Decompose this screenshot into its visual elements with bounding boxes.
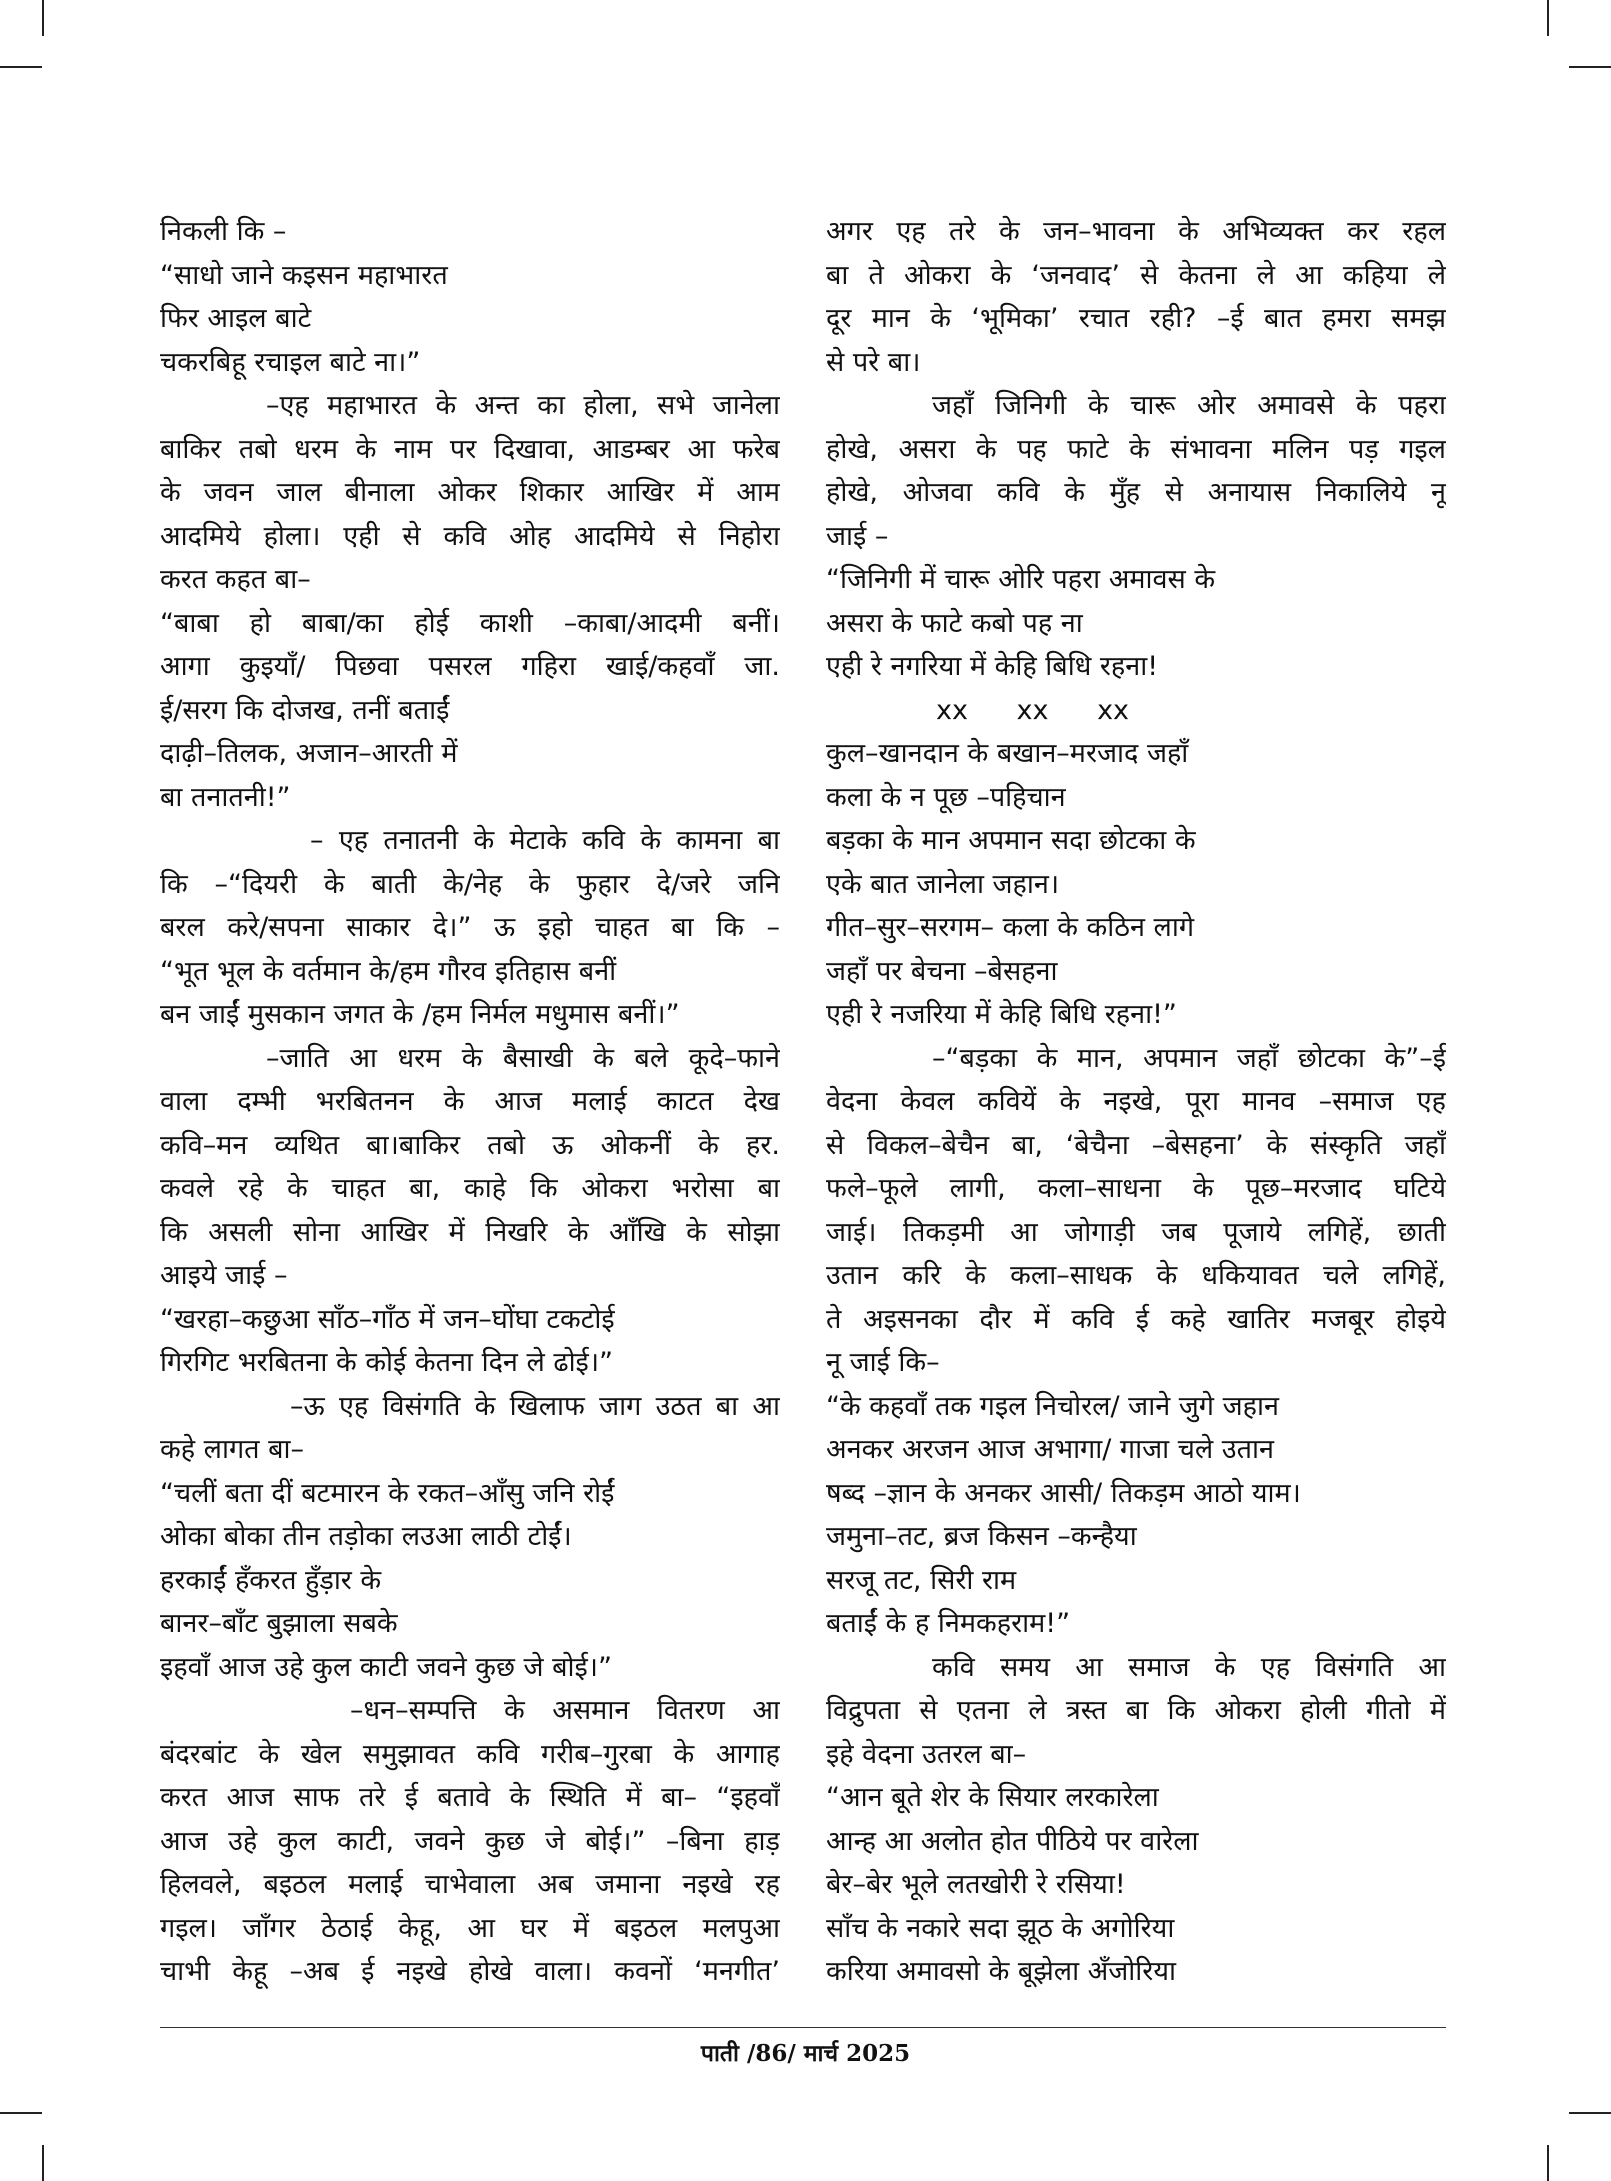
text-line: के जवन जाल बीनाला ओकर शिकार आखिर में आम bbox=[160, 477, 780, 508]
text-line: बानर–बाँट बुझाला सबके bbox=[160, 1608, 398, 1639]
text-line: कुल–खानदान के बखान–मरजाद जहाँ bbox=[826, 738, 1189, 769]
text-line: सरजू तट, सिरी राम bbox=[826, 1564, 1017, 1596]
text-line: “जिनिगी में चारू ओरि पहरा अमावस के bbox=[826, 564, 1216, 595]
text-line: कवि–मन व्यथित बा।बाकिर तबो ऊ ओकनीं के हर. bbox=[160, 1129, 780, 1161]
text-line: आइये जाई – bbox=[160, 1260, 288, 1291]
text-line: बा ते ओकरा के ‘जनवाद’ से केतना ले आ कहिया ले bbox=[826, 259, 1446, 291]
text-line: बेर–बेर भूले लतखोरी रे रसिया! bbox=[826, 1869, 1126, 1900]
text-line: जाई। तिकड़मी आ जोगाड़ी जब पूजाये लगिहें, छाती bbox=[826, 1216, 1446, 1248]
text-line: – एह तनातनी के मेटाके कवि के कामना बा bbox=[310, 825, 780, 856]
text-line: कि –“दियरी के बाती के/नेह के फुहार दे/जरे जनि bbox=[160, 868, 780, 900]
text-line: अनकर अरजन आज अभागा/ गाजा चले उतान bbox=[826, 1434, 1274, 1465]
text-line: एही रे नगरिया में केहि बिधि रहना! bbox=[826, 651, 1159, 682]
text-line: आन्ह आ अलोत होत पीठिये पर वारेला bbox=[826, 1825, 1199, 1857]
page-footer: पाती /86/ मार्च 2025 bbox=[700, 2040, 911, 2067]
text-line: –जाति आ धरम के बैसाखी के बले कूदे–फाने bbox=[266, 1042, 780, 1074]
text-line: जहाँ जिनिगी के चारू ओर अमावसे के पहरा bbox=[932, 390, 1446, 421]
text-line: इहे वेदना उतरल बा– bbox=[826, 1738, 1027, 1770]
text-line: हिलवले, बइठल मलाई चाभेवाला अब जमाना नइखे रह bbox=[160, 1869, 780, 1900]
text-line: बंदरबांट के खेल समुझावत कवि गरीब–गुरबा के आगाह bbox=[160, 1738, 780, 1770]
text-line: दाढ़ी–तिलक, अजान–आरती में bbox=[160, 738, 458, 769]
text-line: आज उहे कुल काटी, जवने कुछ जे बोई।” –बिना हाड़ bbox=[160, 1825, 780, 1857]
text-line: बड़का के मान अपमान सदा छोटका के bbox=[826, 825, 1196, 856]
text-line: xx xx xx bbox=[936, 694, 1130, 726]
text-line: षब्द –ज्ञान के अनकर आसी/ तिकड़म आठो याम। bbox=[826, 1477, 1301, 1509]
text-line: कि असली सोना आखिर में निखरि के आँखि के सोझा bbox=[160, 1216, 780, 1248]
crop-mark-top-right-horizontal bbox=[1569, 66, 1611, 68]
text-line: “साधो जाने कइसन महाभारत bbox=[160, 259, 448, 291]
text-line: जाई – bbox=[826, 520, 889, 552]
text-line: –“बड़का के मान, अपमान जहाँ छोटका के”–ई bbox=[932, 1042, 1446, 1074]
text-line: कहे लागत बा– bbox=[160, 1434, 305, 1465]
text-line: “के कहवाँ तक गइल निचोरल/ जाने जुगे जहान bbox=[826, 1390, 1279, 1422]
text-line: हरकाईं हँकरत हुँड़ार के bbox=[160, 1564, 382, 1596]
text-line: जहाँ पर बेचना –बेसहना bbox=[826, 955, 1058, 987]
text-line: करत कहत बा– bbox=[160, 564, 311, 595]
text-line: “भूत भूल के वर्तमान के/हम गौरव इतिहास बनीं bbox=[160, 955, 617, 987]
crop-mark-top-left-vertical bbox=[42, 0, 44, 36]
footer-rule bbox=[160, 2027, 1446, 2028]
text-line: एही रे नजरिया में केहि बिधि रहना!” bbox=[826, 999, 1177, 1030]
text-line: इहवाँ आज उहे कुल काटी जवने कुछ जे बोई।” bbox=[160, 1651, 613, 1683]
text-line: करिया अमावसो के बूझेला अँजोरिया bbox=[826, 1956, 1176, 1987]
text-line: उतान करि के कला–साधक के धकियावत चले लगिहें, bbox=[826, 1260, 1446, 1291]
text-line: होखे, असरा के पह फाटे के संभावना मलिन पड़ गइल bbox=[826, 433, 1446, 465]
text-line: –धन–सम्पत्ति के असमान वितरण आ bbox=[350, 1695, 780, 1726]
text-line: से विकल–बेचैन बा, ‘बेचैना –बेसहना’ के संस्कृति जहाँ bbox=[826, 1129, 1446, 1161]
text-line: बन जाईं मुसकान जगत के /हम निर्मल मधुमास बनीं।” bbox=[160, 999, 680, 1030]
text-line: “खरहा–कछुआ साँठ–गाँठ में जन–घोंघा टकटोई bbox=[160, 1303, 615, 1335]
text-line: करत आज साफ तरे ई बतावे के स्थिति में बा– “इहवाँ bbox=[160, 1782, 780, 1813]
text-line: असरा के फाटे कबो पह ना bbox=[826, 607, 1083, 639]
text-line: गइल। जाँगर ठेठाई केहू, आ घर में बइठल मलपुआ bbox=[160, 1912, 780, 1944]
text-line: आगा कुइयाँ/ पिछवा पसरल गहिरा खाई/कहवाँ जा. bbox=[160, 651, 780, 682]
text-line: “चलीं बता दीं बटमारन के रकत–आँसु जनि रोईं bbox=[160, 1477, 615, 1509]
crop-mark-bottom-left-horizontal bbox=[0, 2112, 42, 2114]
text-line: जमुना–तट, ब्रज किसन –कन्हैया bbox=[826, 1521, 1137, 1552]
crop-mark-top-right-vertical bbox=[1547, 0, 1549, 36]
text-line: कवि समय आ समाज के एह विसंगति आ bbox=[932, 1651, 1446, 1683]
text-line: गीत–सुर–सरगम– कला के कठिन लागे bbox=[826, 912, 1195, 943]
text-line: “बाबा हो बाबा/का होई काशी –काबा/आदमी बनीं। bbox=[160, 607, 780, 639]
text-line: कला के न पूछ –पहिचान bbox=[826, 781, 1066, 813]
crop-mark-top-left-horizontal bbox=[0, 66, 42, 68]
text-line: फिर आइल बाटे bbox=[160, 303, 312, 334]
text-line: –ऊ एह विसंगति के खिलाफ जाग उठत बा आ bbox=[290, 1390, 780, 1422]
text-line: फले–फूले लागी, कला–साधना के पूछ–मरजाद घटिये bbox=[826, 1173, 1446, 1204]
text-line: वाला दम्भी भरबितनन के आज मलाई काटत देख bbox=[160, 1086, 780, 1117]
left-text-column bbox=[160, 210, 780, 1994]
text-line: विद्रुपता से एतना ले त्रस्त बा कि ओकरा होली गीतो में bbox=[826, 1695, 1446, 1726]
text-line: बरल करे/सपना साकार दे।” ऊ इहो चाहत बा कि – bbox=[160, 912, 780, 943]
text-line: दूर मान के ‘भूमिका’ रचात रही? –ई बात हमरा समझ bbox=[826, 303, 1446, 334]
text-line: ते अइसनका दौर में कवि ई कहे खातिर मजबूर होइये bbox=[826, 1303, 1446, 1335]
text-line: नू जाई कि– bbox=[826, 1347, 940, 1378]
text-line: वेदना केवल कवियें के नइखे, पूरा मानव –समाज एह bbox=[826, 1086, 1446, 1117]
text-line: आदमिये होला। एही से कवि ओह आदमिये से निहोरा bbox=[160, 520, 780, 552]
crop-mark-bottom-right-horizontal bbox=[1569, 2112, 1611, 2114]
text-line: बा तनातनी!” bbox=[160, 781, 291, 813]
text-line: –एह महाभारत के अन्त का होला, सभे जानेला bbox=[266, 390, 780, 421]
crop-mark-bottom-left-vertical bbox=[42, 2145, 44, 2181]
text-line: चाभी केहू –अब ई नइखे होखे वाला। कवनों ‘मनगीत’ bbox=[160, 1956, 780, 1987]
text-line: से परे बा। bbox=[826, 346, 921, 378]
text-line: होखे, ओजवा कवि के मुँह से अनायास निकालिये नू bbox=[826, 477, 1446, 508]
text-line: ई/सरग कि दोजख, तनीं बताईं bbox=[160, 694, 450, 726]
crop-mark-bottom-right-vertical bbox=[1547, 2145, 1549, 2181]
text-line: निकली कि – bbox=[160, 216, 287, 247]
text-line: कवले रहे के चाहत बा, काहे कि ओकरा भरोसा बा bbox=[160, 1173, 780, 1204]
text-line: बाकिर तबो धरम के नाम पर दिखावा, आडम्बर आ फरेब bbox=[160, 433, 780, 465]
text-line: बताईं के ह निमकहराम!” bbox=[826, 1608, 1071, 1639]
text-line: “आन बूते शेर के सियार लरकारेला bbox=[826, 1782, 1159, 1813]
text-line: अगर एह तरे के जन–भावना के अभिव्यक्त कर रहल bbox=[826, 216, 1446, 247]
text-line: एके बात जानेला जहान। bbox=[826, 868, 1060, 900]
text-line: गिरगिट भरबितना के कोई केतना दिन ले ढोई।” bbox=[160, 1347, 614, 1378]
text-line: चकरबिहू रचाइल बाटे ना।” bbox=[160, 346, 421, 378]
right-text-column bbox=[826, 210, 1446, 1994]
text-line: ओका बोका तीन तड़ोका लउआ लाठी टोईं। bbox=[160, 1521, 572, 1552]
text-line: साँच के नकारे सदा झूठ के अगोरिया bbox=[826, 1912, 1175, 1944]
